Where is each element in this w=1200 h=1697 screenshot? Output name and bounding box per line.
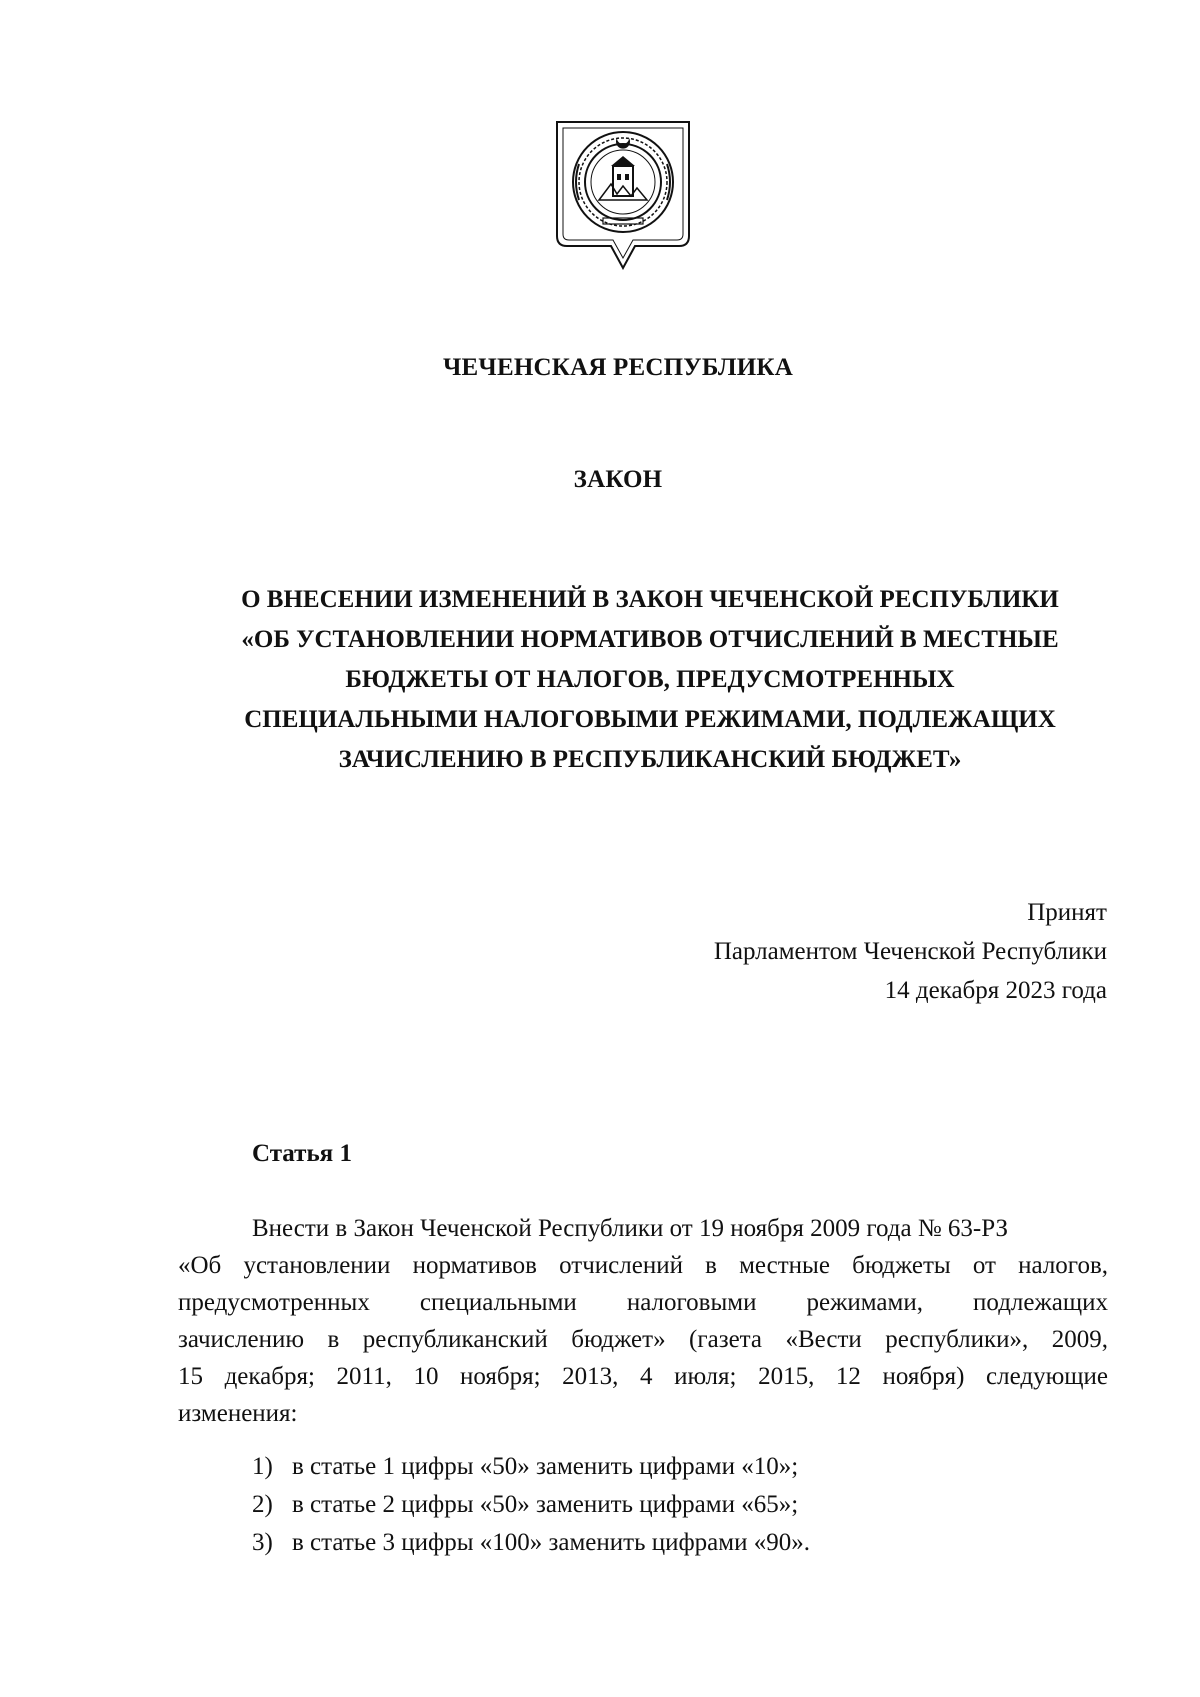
item-text: в статье 2 цифры «50» заменить цифрами «65»; xyxy=(292,1491,799,1518)
list-item xyxy=(252,1486,810,1524)
item-text: в статье 1 цифры «50» заменить цифрами «10»; xyxy=(292,1453,799,1480)
paragraph-line: «Об установлении нормативов отчислений в местные бюджеты от налогов, xyxy=(178,1252,1108,1279)
list-item xyxy=(252,1448,810,1486)
list-item xyxy=(252,1524,810,1562)
amendment-list xyxy=(252,1448,810,1562)
coat-of-arms-icon xyxy=(553,118,693,270)
paragraph-line: зачислению в республиканский бюджет» (газета «Вести республики», 2009, xyxy=(178,1326,1108,1353)
paragraph-line: изменения: xyxy=(178,1400,298,1427)
adoption-body: Парламентом Чеченской Республики xyxy=(713,938,1107,965)
adoption-block xyxy=(714,893,1107,1010)
paragraph-line: 15 декабря; 2011, 10 ноября; 2013, 4 июля; 2015, 12 ноября) следующие xyxy=(178,1363,1108,1390)
republic-name: ЧЕЧЕНСКАЯ РЕСПУБЛИКА xyxy=(443,354,793,381)
adoption-label: Принят xyxy=(1027,899,1107,926)
law-title-line: БЮДЖЕТЫ ОТ НАЛОГОВ, ПРЕДУСМОТРЕННЫХ xyxy=(345,666,955,693)
article-heading: Статья 1 xyxy=(252,1140,352,1167)
law-title-line: О ВНЕСЕНИИ ИЗМЕНЕНИЙ В ЗАКОН ЧЕЧЕНСКОЙ РЕСПУБЛИКИ xyxy=(241,586,1059,613)
item-text: в статье 3 цифры «100» заменить цифрами «90». xyxy=(292,1529,810,1556)
law-title xyxy=(170,580,1130,780)
adoption-date: 14 декабря 2023 года xyxy=(884,977,1107,1004)
law-title-line: ЗАЧИСЛЕНИЮ В РЕСПУБЛИКАНСКИЙ БЮДЖЕТ» xyxy=(338,746,962,773)
article-paragraph xyxy=(178,1210,1108,1432)
paragraph-line: предусмотренных специальными налоговыми режимами, подлежащих xyxy=(178,1289,1108,1316)
paragraph-line: Внести в Закон Чеченской Республики от 19 ноября 2009 года № 63-РЗ xyxy=(252,1215,1008,1242)
law-title-line: «ОБ УСТАНОВЛЕНИИ НОРМАТИВОВ ОТЧИСЛЕНИЙ В МЕСТНЫЕ xyxy=(241,626,1059,653)
item-number: 3) xyxy=(252,1529,273,1556)
law-title-line: СПЕЦИАЛЬНЫМИ НАЛОГОВЫМИ РЕЖИМАМИ, ПОДЛЕЖАЩИХ xyxy=(244,706,1056,733)
document-type: ЗАКОН xyxy=(573,466,663,493)
item-number: 1) xyxy=(252,1453,273,1480)
item-number: 2) xyxy=(252,1491,273,1518)
